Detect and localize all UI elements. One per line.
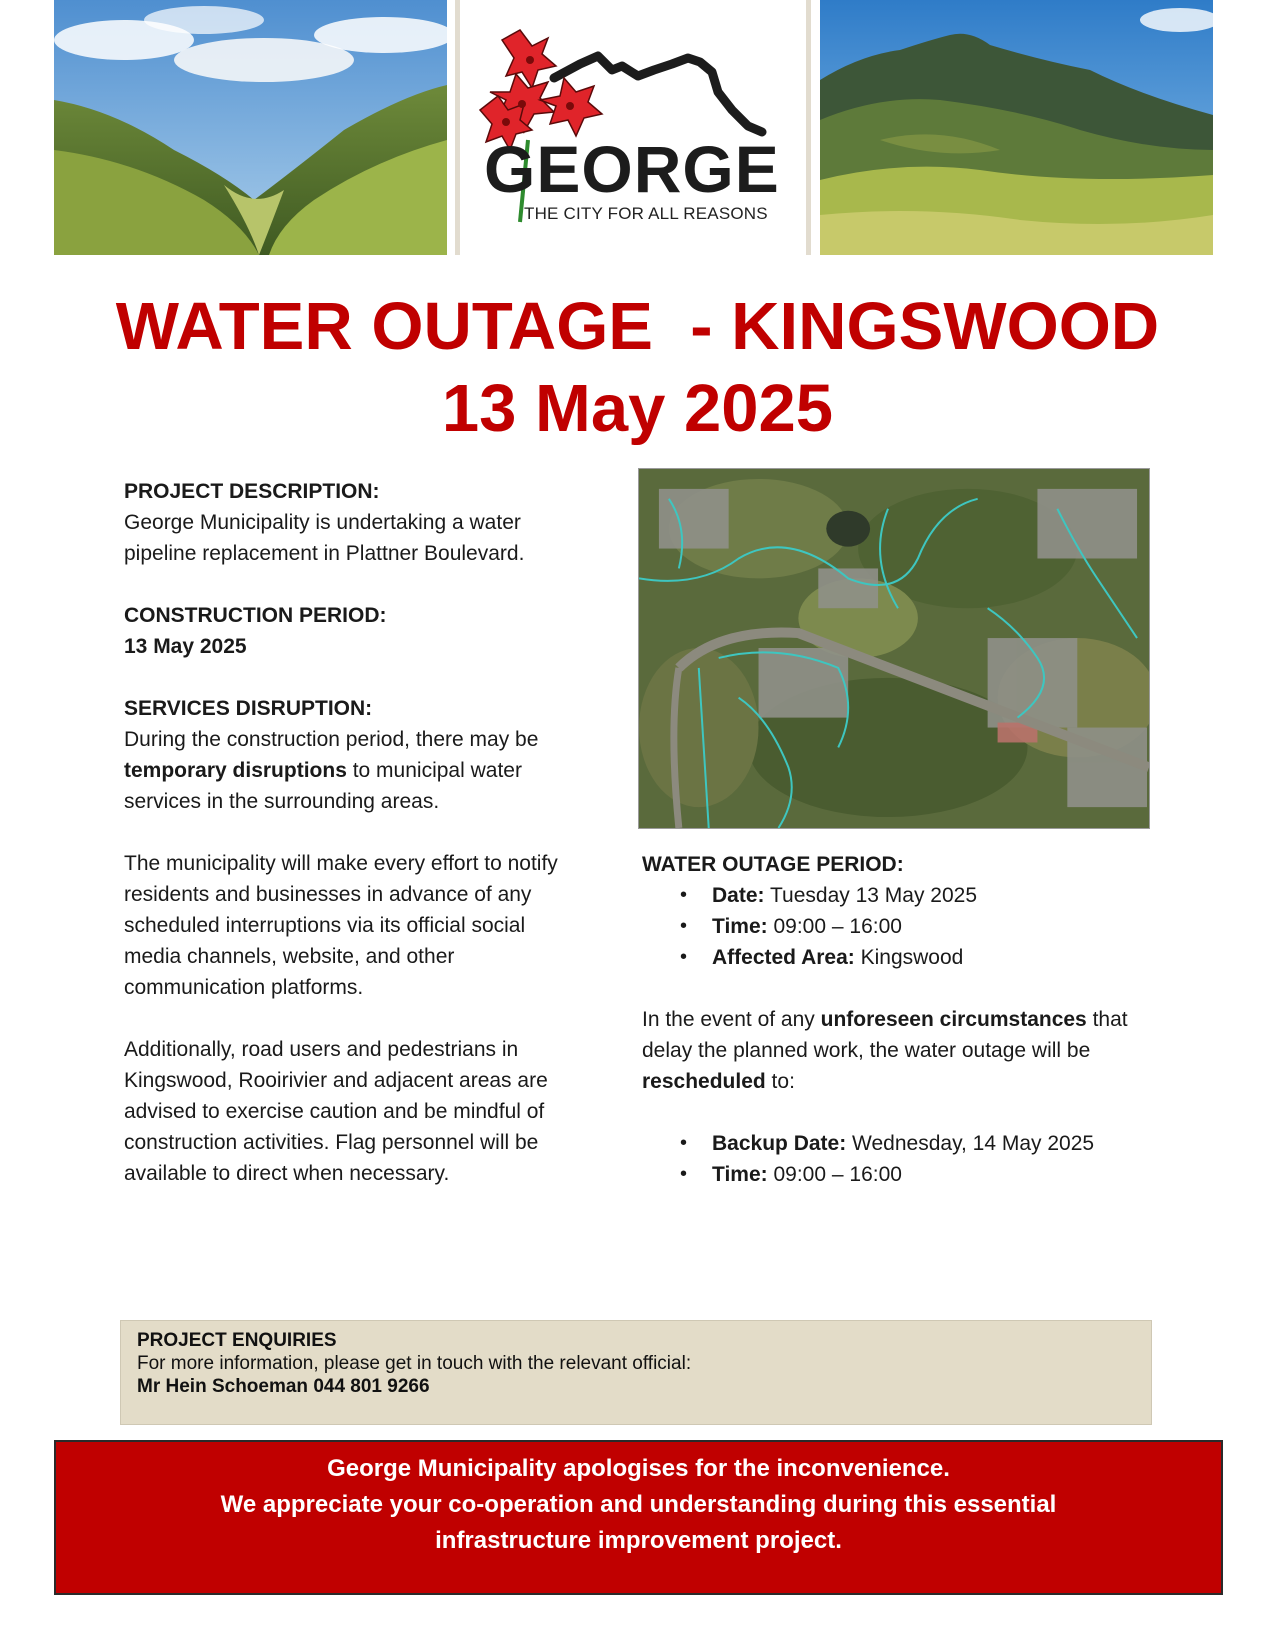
services-disruption-paragraph-1 xyxy=(124,724,569,817)
item-label: Time: xyxy=(712,915,768,938)
contingency-emphasis: rescheduled xyxy=(642,1070,766,1093)
services-disruption-paragraph-3: Additionally, road users and pedestrians in Kingswood, Rooirivier and adjacent areas are advised to exercise caution and be mindful of construction activities. Flag personnel will be available to direct when necessary. xyxy=(124,1038,548,1185)
contingency-text: to: xyxy=(765,1070,795,1093)
enquiries-contact: Mr Hein Schoeman 044 801 9266 xyxy=(137,1376,430,1397)
construction-period-heading: CONSTRUCTION PERIOD: xyxy=(124,604,387,627)
disruption-emphasis: temporary disruptions xyxy=(124,759,347,782)
list-item xyxy=(680,911,1162,942)
project-enquiries-box xyxy=(120,1320,1152,1425)
footer-line-1: George Municipality apologises for the inconvenience. xyxy=(327,1455,950,1482)
item-label: Backup Date: xyxy=(712,1132,847,1155)
footer-line-2: We appreciate your co-operation and understanding during this essential xyxy=(220,1491,1057,1518)
contingency-paragraph xyxy=(642,1004,1162,1097)
enquiries-text: For more information, please get in touch with the relevant official: xyxy=(137,1353,692,1374)
services-disruption-heading: SERVICES DISRUPTION: xyxy=(124,697,373,720)
apology-banner xyxy=(54,1440,1223,1595)
logo-wordmark: GEORGE xyxy=(484,132,780,206)
banner-divider xyxy=(806,0,811,255)
contingency-text: that delay the planned work, the water outage will be xyxy=(642,1008,1128,1062)
contingency-text: In the event of any xyxy=(642,1008,821,1031)
list-item xyxy=(680,880,1162,911)
project-description-heading: PROJECT DESCRIPTION: xyxy=(124,480,380,503)
contingency-emphasis: unforeseen circumstances xyxy=(820,1008,1087,1031)
item-value: 09:00 – 16:00 xyxy=(773,1163,902,1186)
backup-details-list xyxy=(680,1128,1162,1190)
item-value: Wednesday, 14 May 2025 xyxy=(852,1132,1095,1155)
title-line-2: 13 May 2025 xyxy=(441,371,834,446)
mountain-peak-photo xyxy=(820,0,1213,255)
logo-tagline: THE CITY FOR ALL REASONS xyxy=(524,204,768,223)
list-item xyxy=(680,942,1162,973)
item-value: 09:00 – 16:00 xyxy=(773,915,902,938)
item-label: Affected Area: xyxy=(712,946,855,969)
enquiries-heading: PROJECT ENQUIRIES xyxy=(137,1330,337,1351)
project-description-text: George Municipality is undertaking a water pipeline replacement in Plattner Boulevard. xyxy=(124,511,525,565)
left-column xyxy=(124,476,569,1220)
list-item xyxy=(680,1128,1162,1159)
construction-period-date: 13 May 2025 xyxy=(124,635,247,658)
list-item xyxy=(680,1159,1162,1190)
aerial-map-image xyxy=(638,468,1150,829)
disruption-text: During the construction period, there may be xyxy=(124,728,539,751)
right-column xyxy=(642,849,1162,1190)
footer-line-3: infrastructure improvement project. xyxy=(435,1527,842,1554)
outage-details-list xyxy=(680,880,1162,973)
item-value: Kingswood xyxy=(860,946,964,969)
item-label: Date: xyxy=(712,884,765,907)
banner-divider xyxy=(455,0,460,255)
page-title xyxy=(0,286,1275,450)
george-logo xyxy=(462,0,806,255)
disruption-text: to municipal water services in the surrounding areas. xyxy=(124,759,522,813)
mountain-valley-photo xyxy=(54,0,447,255)
services-disruption-paragraph-2: The municipality will make every effort to notify residents and businesses in advance of any scheduled interruptions via its official social media channels, website, and other communication platforms. xyxy=(124,852,558,999)
item-label: Time: xyxy=(712,1163,768,1186)
title-line-1: WATER OUTAGE - KINGSWOOD xyxy=(115,289,1160,364)
item-value: Tuesday 13 May 2025 xyxy=(769,884,978,907)
water-outage-period-heading: WATER OUTAGE PERIOD: xyxy=(642,853,904,876)
